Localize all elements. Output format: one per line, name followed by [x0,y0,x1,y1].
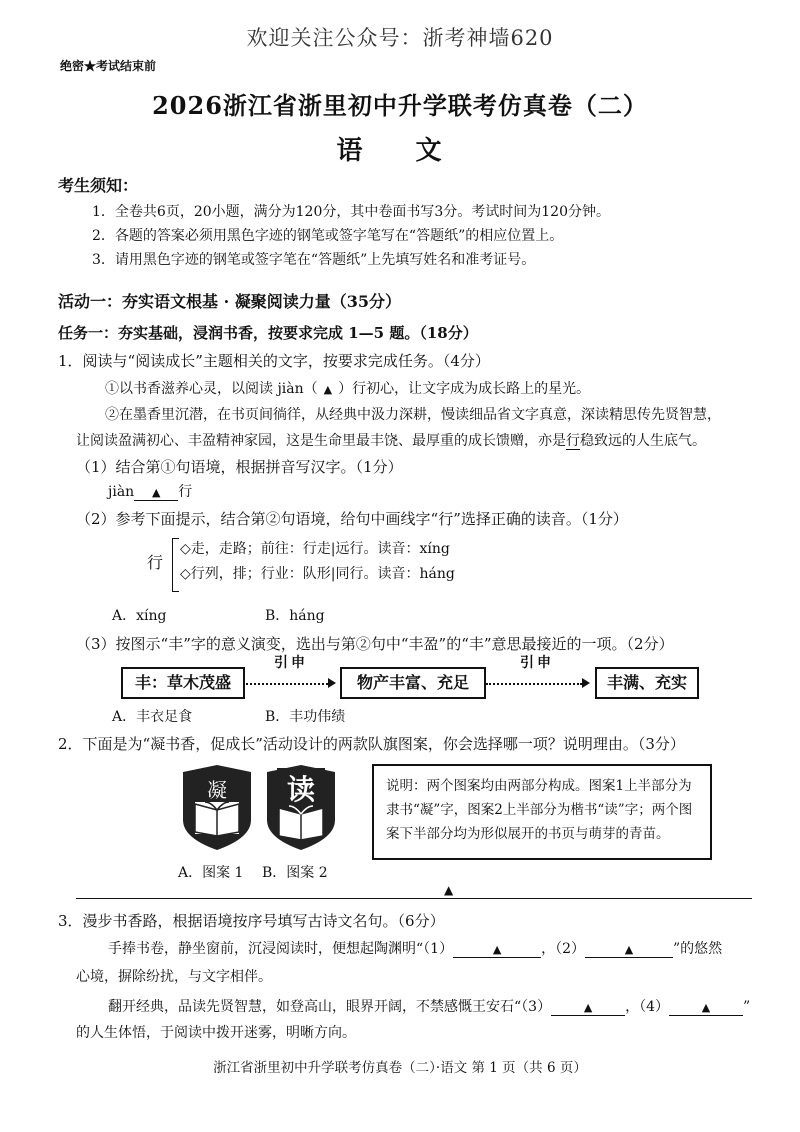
blank-marker: ▲ [492,943,502,956]
blank-marker: ▲ [151,486,161,499]
arrow-label: 引申 [274,655,308,671]
q3-paragraph-1-line2: 心境，摒除纷扰，与文字相伴。 [76,969,272,985]
q1-sentence-2-line2 [76,430,706,450]
arrow-head [582,678,590,688]
flow-box-1: 丰：草木茂盛 [121,667,245,699]
arrow-head [328,678,336,688]
answer-marker: ▲ [444,883,454,897]
answer-blank[interactable] [134,484,178,501]
q1-sub1-answer [108,481,192,501]
q1-sub2: （2）参考下面提示，结合第②句语境，给句中画线字“行”选择正确的读音。（1分） [76,510,628,528]
question-3-stem: 3．漫步书香路，根据语境按序号填写古诗文名句。（6分） [58,912,445,930]
option-b[interactable]: B．háng [265,608,325,624]
bracket-shape [172,538,179,592]
sentence-text: 行 [178,484,193,500]
exam-title: 2026浙江省浙里初中升学联考仿真卷（二） [152,91,648,120]
option-b[interactable]: B．丰功伟绩 [265,709,346,725]
q3-paragraph-2 [108,996,750,1016]
sentence-text: 让阅读盈满初心、丰盈精神家园，这是生命里最丰饶、最厚重的成长馈赠，亦是 [76,433,566,449]
blank-marker: ▲ [701,1001,711,1014]
sentence-text: ，（2） [541,941,585,957]
option-a[interactable]: A．xíng [112,608,167,624]
page-footer: 浙江省浙里初中升学联考仿真卷（二）·语文 第 1 页（共 6 页） [213,1060,587,1076]
answer-blank[interactable] [669,999,743,1016]
q1-sentence-1 [105,378,590,398]
flow-box-3: 丰满、充实 [595,667,699,699]
badge-1-label[interactable]: A．图案 1 [178,865,244,881]
sentence-text: ” [743,999,751,1015]
watermark-text: 欢迎关注公众号：浙考神墙620 [246,26,554,50]
q3-paragraph-2-line2: 的人生体悟，于阅读中拨开迷雾，明晰方向。 [76,1025,356,1041]
underlined-char: 行 [566,433,580,449]
explanation-box: 说明：两个图案均由两部分构成。图案1上半部分为隶书“凝”字，图案2上半部分为楷书“读”字；两个图案下半部分均为形似展开的书页与萌芽的青苗。 [372,764,712,860]
badge-2-label[interactable]: B．图案 2 [262,865,328,881]
sentence-text: ，（4） [625,999,669,1015]
notice-heading: 考生须知： [58,176,139,195]
activity-heading: 活动一：夯实语文根基 · 凝聚阅读力量（35分） [58,292,401,311]
hint-item: ◇行列，排；行业：队形|同行。读音：háng [180,566,455,582]
sentence-text: 手捧书卷，静坐窗前，沉浸阅读时，便想起陶渊明“（1） [108,941,454,957]
answer-blank[interactable]: ▲ [323,383,333,396]
question-2-stem: 2．下面是为“凝书香，促成长”活动设计的两款队旗图案，你会选择哪一项？说明理由。（3分） [58,735,685,753]
arrow-label: 引申 [520,655,554,671]
task-heading: 任务一：夯实基础，浸润书香，按要求完成 1—5 题。（18分） [58,324,478,342]
sentence-text: ①以书香滋养心灵，以阅读 jiàn（ [105,381,318,397]
option-a[interactable]: A．丰衣足食 [112,709,193,725]
badge-1-char: 凝 [207,778,227,802]
flow-box-2: 物产丰富、充足 [340,667,486,699]
question-1-stem: 1．阅读与“阅读成长”主题相关的文字，按要求完成任务。（4分） [58,352,490,370]
secret-label: 绝密★考试结束前 [60,59,157,73]
blank-marker: ▲ [624,943,634,956]
q3-paragraph-1 [108,938,722,958]
q1-sentence-2-line1: ②在墨香里沉潜，在书页间徜徉，从经典中汲力深耕，慢读细品省文字真意，深读精思传先贤智慧， [105,407,721,423]
hint-item: ◇走，走路；前往：行走|远行。读音：xíng [180,541,450,557]
dotted-arrow [486,683,582,685]
sentence-text: ）行初心，让文字成为成长路上的星光。 [338,381,591,397]
q1-sub3: （3）按图示“丰”字的意义演变，选出与第②句中“丰盈”的“丰”意思最接近的一项。（2分） [76,635,674,653]
dotted-arrow [246,683,328,685]
answer-blank[interactable] [585,941,673,958]
pinyin: jiàn [108,484,135,500]
answer-blank[interactable] [551,999,625,1016]
answer-line[interactable] [76,898,752,899]
sentence-text: 稳致远的人生底气。 [580,433,706,449]
notice-item: 3．请用黑色字迹的钢笔或签字笔在“答题纸”上先填写姓名和准考证号。 [92,252,536,268]
sentence-text: 翻开经典，品读先贤智慧，如登高山，眼界开阔，不禁感慨王安石“（3） [108,999,552,1015]
blank-marker: ▲ [583,1001,593,1014]
answer-blank[interactable] [453,941,541,958]
notice-item: 1．全卷共6页，20小题，满分为120分，其中卷面书写3分。考试时间为120分钟。 [92,204,610,220]
q1-sub1: （1）结合第①句语境，根据拼音写汉字。（1分） [76,458,403,476]
badge-2-char: 读 [286,773,315,806]
notice-item: 2．各题的答案必须用黑色字迹的钢笔或签字笔写在“答题纸”的相应位置上。 [92,228,564,244]
hint-char: 行 [147,553,164,572]
sentence-text: ”的悠然 [673,941,723,957]
subject-title: 语 文 [336,136,464,166]
